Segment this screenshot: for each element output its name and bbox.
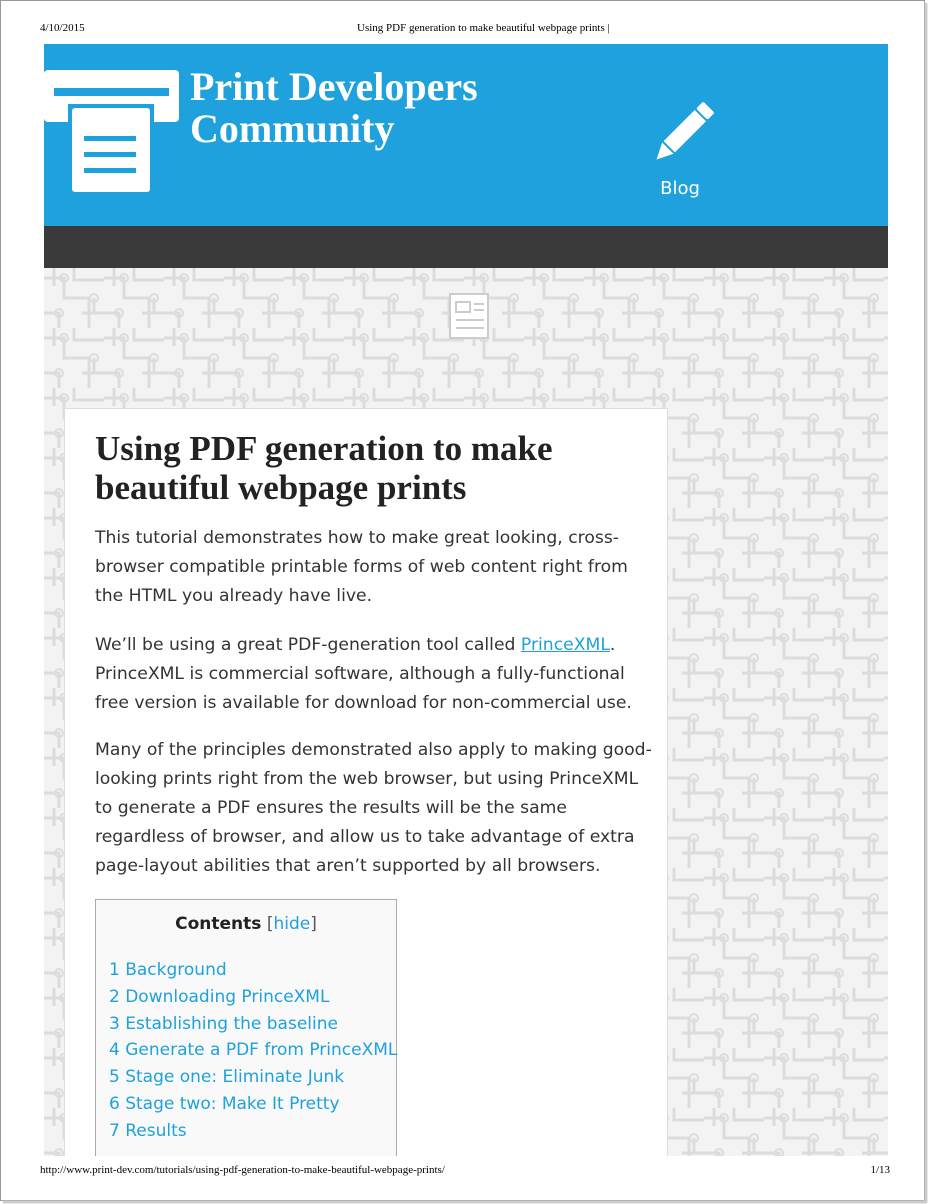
- toc-item[interactable]: 3 Establishing the baseline: [109, 1013, 338, 1034]
- pencil-icon: [650, 102, 714, 166]
- article-card: [64, 408, 668, 1156]
- site-title-line2: Community: [190, 106, 395, 151]
- print-page-title: Using PDF generation to make beautiful webpage prints |: [357, 22, 610, 34]
- print-header: [0, 22, 928, 36]
- blog-link[interactable]: [642, 102, 718, 202]
- princexml-link[interactable]: PrinceXML: [520, 635, 610, 655]
- toc-title: [96, 914, 396, 934]
- toc-bracket-open: [: [266, 914, 274, 934]
- toc-hide-link[interactable]: hide: [273, 914, 311, 934]
- article-paragraph-2: [95, 631, 655, 718]
- table-of-contents: [95, 899, 397, 1156]
- nav-bar: [44, 226, 888, 268]
- toc-item[interactable]: 5 Stage one: Eliminate Junk: [109, 1067, 345, 1088]
- toc-heading: Contents: [175, 914, 262, 934]
- blog-label: Blog: [660, 178, 700, 199]
- newspaper-icon: [450, 294, 488, 338]
- toc-item[interactable]: 2 Downloading PrinceXML: [109, 986, 330, 1007]
- site-title[interactable]: [190, 66, 478, 150]
- print-url: http://www.print-dev.com/tutorials/using-pdf-generation-to-make-beautiful-webpage-prints/: [40, 1164, 445, 1176]
- printer-document-icon[interactable]: [44, 70, 179, 195]
- article-paragraph-3: Many of the principles demonstrated also apply to making good-looking prints right from the web browser, but using PrinceXML to generate a PDF ensures the results will be the same regardless of browser, and allow us to take advantage of extra page-layout abilities that aren’t supported by all browsers.: [95, 740, 652, 876]
- toc-item[interactable]: 4 Generate a PDF from PrinceXML: [109, 1040, 398, 1061]
- webpage: [44, 44, 888, 1156]
- print-page-number: 1/13: [870, 1164, 890, 1176]
- site-header: [44, 44, 888, 226]
- toc-list: [109, 957, 397, 1145]
- print-date: 4/10/2015: [40, 22, 85, 34]
- para2-text-after: . PrinceXML is commercial software, although a fully-functional free version is available for download for non-commercial use.: [95, 635, 632, 713]
- site-title-line1: Print Developers: [190, 64, 478, 109]
- toc-item[interactable]: 7 Results: [109, 1120, 187, 1141]
- article-title: Using PDF generation to make beautiful webpage prints: [95, 429, 553, 507]
- toc-item[interactable]: 1 Background: [109, 960, 227, 980]
- para2-text-before: We’ll be using a great PDF-generation tool called: [95, 635, 521, 655]
- print-footer: [0, 1164, 928, 1178]
- toc-bracket-close: ]: [310, 914, 317, 934]
- toc-item[interactable]: 6 Stage two: Make It Pretty: [109, 1093, 340, 1114]
- article-paragraph-1: This tutorial demonstrates how to make great looking, cross-browser compatible printable forms of web content right from the HTML you already have live.: [95, 528, 628, 606]
